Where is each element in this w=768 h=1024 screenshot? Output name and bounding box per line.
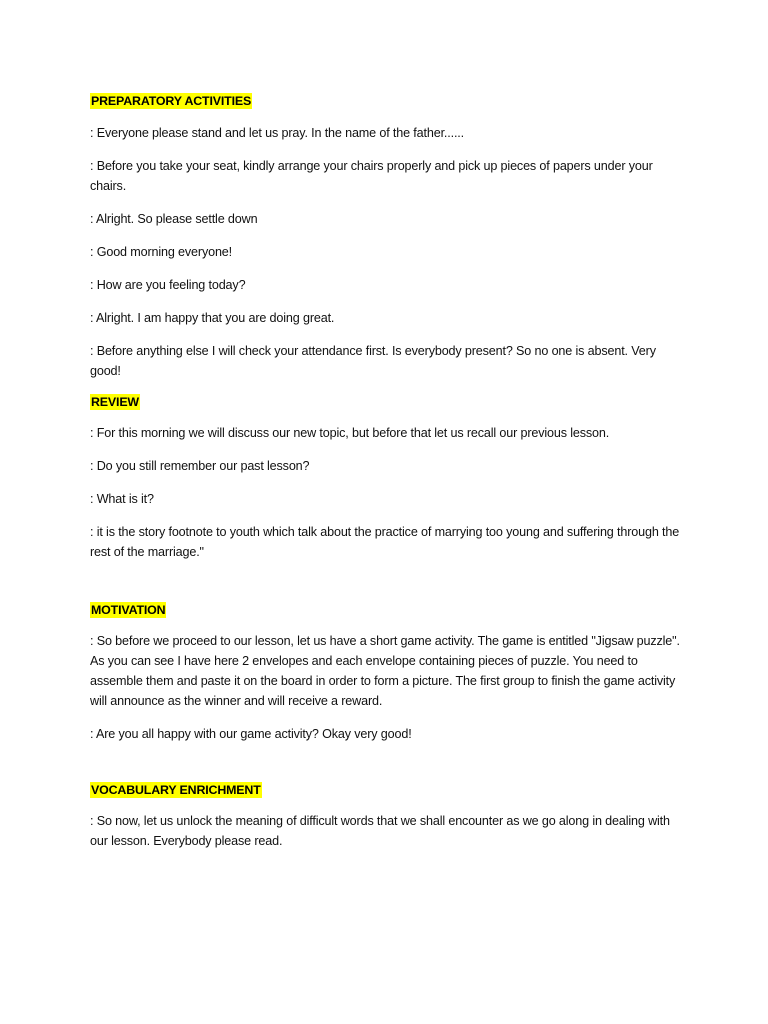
- section-preparatory-activities: [90, 93, 682, 381]
- paragraph: : Before you take your seat, kindly arrange your chairs properly and pick up pieces of papers under your chairs.: [90, 159, 653, 193]
- paragraph: : Alright. So please settle down: [90, 212, 258, 226]
- section-vocabulary-enrichment: [90, 782, 682, 851]
- heading-review: REVIEW: [91, 395, 139, 409]
- paragraph: : How are you feeling today?: [90, 278, 246, 292]
- paragraph: : So before we proceed to our lesson, let us have a short game activity. The game is entitled "Jigsaw puzzle". As you can see I have here 2 envelopes and each envelope containing pieces of puzzle. You need to assemble them and paste it on the board in order to form a picture. The first group to finish the game activity will announce as the winner and will receive a reward.: [90, 634, 680, 708]
- paragraph: : it is the story footnote to youth which talk about the practice of marrying too young and suffering through the rest of the marriage.": [90, 525, 680, 559]
- paragraph: : Do you still remember our past lesson?: [90, 459, 310, 473]
- paragraph: : Are you all happy with our game activity? Okay very good!: [90, 727, 412, 741]
- paragraph: : Alright. I am happy that you are doing great.: [90, 311, 335, 325]
- paragraph: : Everyone please stand and let us pray. In the name of the father......: [90, 126, 465, 140]
- heading-preparatory-activities: PREPARATORY ACTIVITIES: [91, 94, 252, 108]
- paragraph: : What is it?: [90, 492, 154, 506]
- paragraph: : For this morning we will discuss our new topic, but before that let us recall our previous lesson.: [90, 426, 610, 440]
- heading-motivation: MOTIVATION: [91, 603, 166, 617]
- paragraph: : So now, let us unlock the meaning of difficult words that we shall encounter as we go along in dealing with our lesson. Everybody please read.: [90, 814, 670, 848]
- section-motivation: [90, 602, 682, 744]
- paragraph: : Before anything else I will check your attendance first. Is everybody present? So no one is absent. Very good!: [90, 344, 656, 378]
- heading-vocabulary-enrichment: VOCABULARY ENRICHMENT: [91, 783, 261, 797]
- section-review: [90, 394, 682, 562]
- paragraph: : Good morning everyone!: [90, 245, 233, 259]
